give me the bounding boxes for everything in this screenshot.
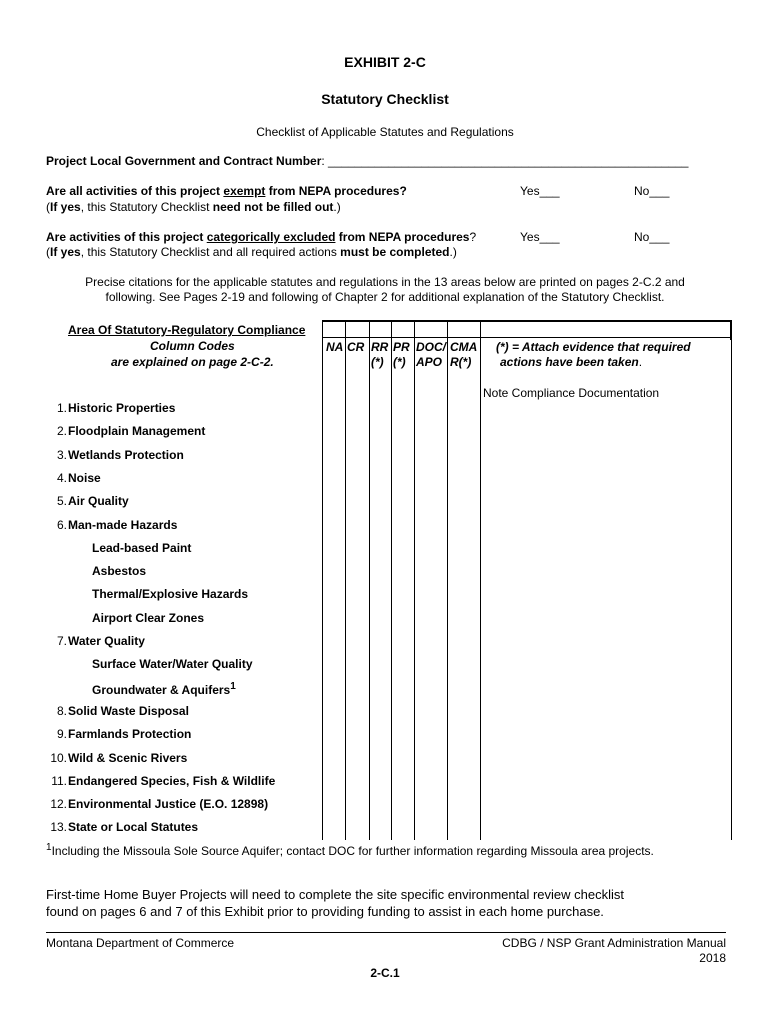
column-code-0: NA [326,340,344,354]
row-label [68,518,177,532]
column-codes-label: Column Codes [150,339,235,353]
page-number: 2-C.1 [370,966,400,980]
row-number: 8. [56,703,67,718]
grid-hline [322,320,731,322]
excluded-question-underlined: categorically excluded [206,230,336,244]
grid-vline [391,320,392,840]
page-title: Statutory Checklist [321,91,449,107]
row-number: 9. [56,727,67,742]
exempt-note-if-yes: If yes [50,200,81,214]
row-label-text: Airport Clear Zones [92,610,205,625]
row-label-text: Asbestos [92,564,147,579]
footer-left: Montana Department of Commerce [46,936,235,950]
row-label [92,657,253,671]
column-code-sub-2: (*) [371,355,384,369]
intro-line-2: following. See Pages 2-19 and following of Chapter 2 for additional explanation of the Statutory Checklist. [105,290,665,304]
row-label [68,401,175,415]
row-label-text: Lead-based Paint [92,540,192,555]
exhibit-label: EXHIBIT 2-C [344,54,426,70]
row-number: 7. [56,634,67,648]
attach-evidence-note-2-dot: . [638,355,643,369]
exempt-question [46,184,407,198]
attach-evidence-note: (*) = Attach evidence that required [496,340,691,354]
row-label-text: State or Local Statutes [68,820,199,835]
exempt-note-mid: , this Statutory Checklist [80,200,213,214]
row-number: 11. [51,773,67,788]
page-subtitle: Checklist of Applicable Statutes and Regulations [256,125,514,139]
exempt-yes-field[interactable]: Yes___ [520,184,560,198]
row-label-text: Noise [68,470,101,485]
row-number: 3. [56,447,67,462]
row-label [92,611,204,625]
row-label [92,564,146,578]
row-label [92,587,248,601]
excluded-question-mark: ? [469,230,477,244]
row-label [92,681,236,697]
row-label [68,751,187,765]
footer-right-2: 2018 [699,951,726,965]
footnote-text: Including the Missoula Sole Source Aquifer; contact DOC for further information regarding Missoula area projects. [51,844,654,858]
home-buyer-line-2: found on pages 6 and 7 of this Exhibit prior to providing funding to assist in each home purchase. [46,904,604,919]
excluded-question-post: from NEPA procedures [335,230,470,244]
excluded-note-mid: , this Statutory Checklist and all required actions [80,245,341,259]
row-label [68,424,205,438]
row-label [68,704,189,718]
row-label [68,471,101,485]
column-code-5: CMA [450,340,478,354]
exempt-note-end: .) [333,200,341,214]
exempt-question-pre: Are all activities of this project [46,184,224,198]
row-label [68,820,198,834]
grid-vline [447,320,448,840]
row-number: 2. [56,424,67,439]
row-label-text: Water Quality [68,634,145,648]
row-label-text: Wetlands Protection [68,447,184,462]
exempt-question-underlined: exempt [223,184,266,198]
project-number-line [46,154,688,168]
footer-right-1: CDBG / NSP Grant Administration Manual [502,936,726,950]
row-label [68,448,184,462]
exempt-no-field[interactable]: No___ [634,184,670,198]
row-number: 4. [56,470,67,485]
row-label-text: Wild & Scenic Rivers [68,750,188,765]
row-label [68,634,145,648]
grid-vline [480,320,481,840]
row-label [68,494,129,508]
attach-evidence-note-2-text: actions have been taken [500,355,639,369]
excluded-note-bold: must be completed [340,245,450,259]
excluded-yes-field[interactable]: Yes___ [520,230,560,244]
row-label-text: Thermal/Explosive Hazards [92,587,249,602]
row-label-text: Farmlands Protection [68,727,192,742]
row-label-text: Air Quality [68,494,129,509]
grid-vline [369,320,370,840]
row-label-text: Groundwater & Aquifers [92,682,231,697]
excluded-question-pre: Are activities of this project [46,230,207,244]
column-code-2: RR [371,340,389,354]
row-number: 12. [50,797,67,812]
excluded-note-end: .) [449,245,457,259]
row-label-text: Floodplain Management [68,424,206,439]
row-number: 5. [56,494,67,509]
column-code-4: DOC/ [416,340,446,354]
row-label-text: Environmental Justice (E.O. 12898) [68,797,269,812]
row-label-text: Endangered Species, Fish & Wildlife [68,773,276,788]
project-number-field[interactable]: : ______________________________________________________ [321,154,689,168]
row-label [68,797,268,811]
row-number: 6. [56,517,67,532]
home-buyer-line-1: First-time Home Buyer Projects will need to complete the site specific environmental review checklist [46,887,624,902]
row-label-text: Historic Properties [68,401,176,415]
grid-vline [322,320,323,840]
column-code-1: CR [347,340,365,354]
project-number-label: Project Local Government and Contract Number [46,154,322,168]
row-label-text: Man-made Hazards [68,517,178,532]
excluded-note-if-yes: If yes [50,245,81,259]
table-area-header: Area Of Statutory-Regulatory Compliance [68,323,306,337]
row-label-text: Surface Water/Water Quality [92,657,253,672]
exempt-note-bold: need not be filled out [212,200,334,214]
grid-vline [414,320,415,840]
column-code-3: PR [393,340,410,354]
row-number: 1. [56,401,67,415]
row-number: 13. [50,820,67,835]
footnote-ref: 1 [230,680,236,692]
exempt-question-post: from NEPA procedures? [265,184,407,198]
grid-corner [730,320,732,340]
excluded-question [46,230,476,244]
attach-evidence-note-2 [500,355,642,369]
footnote [46,842,654,858]
column-code-sub-3: (*) [393,355,406,369]
row-label [68,727,191,741]
footer-rule [46,932,726,933]
row-label [92,541,191,555]
grid-vline [345,320,346,840]
note-compliance-header: Note Compliance Documentation [483,386,660,400]
intro-line-1: Precise citations for the applicable statutes and regulations in the 13 areas below are printed on pages 2-C.2 and [85,275,685,289]
column-code-sub-5: R(*) [450,355,472,369]
row-number: 10. [50,750,67,765]
footnote-marker: 1 [46,842,52,853]
grid-vline [731,320,732,840]
column-codes-explained: are explained on page 2-C-2. [111,355,274,369]
row-label [68,774,275,788]
exempt-note: (If yes, this Statutory Checklist need not be filled out.) [46,200,341,214]
grid-hline [322,337,731,338]
excluded-note: (If yes, this Statutory Checklist and all required actions must be completed.) [46,245,457,259]
column-code-sub-4: APO [416,355,443,369]
row-label-text: Solid Waste Disposal [68,703,189,718]
excluded-no-field[interactable]: No___ [634,230,670,244]
